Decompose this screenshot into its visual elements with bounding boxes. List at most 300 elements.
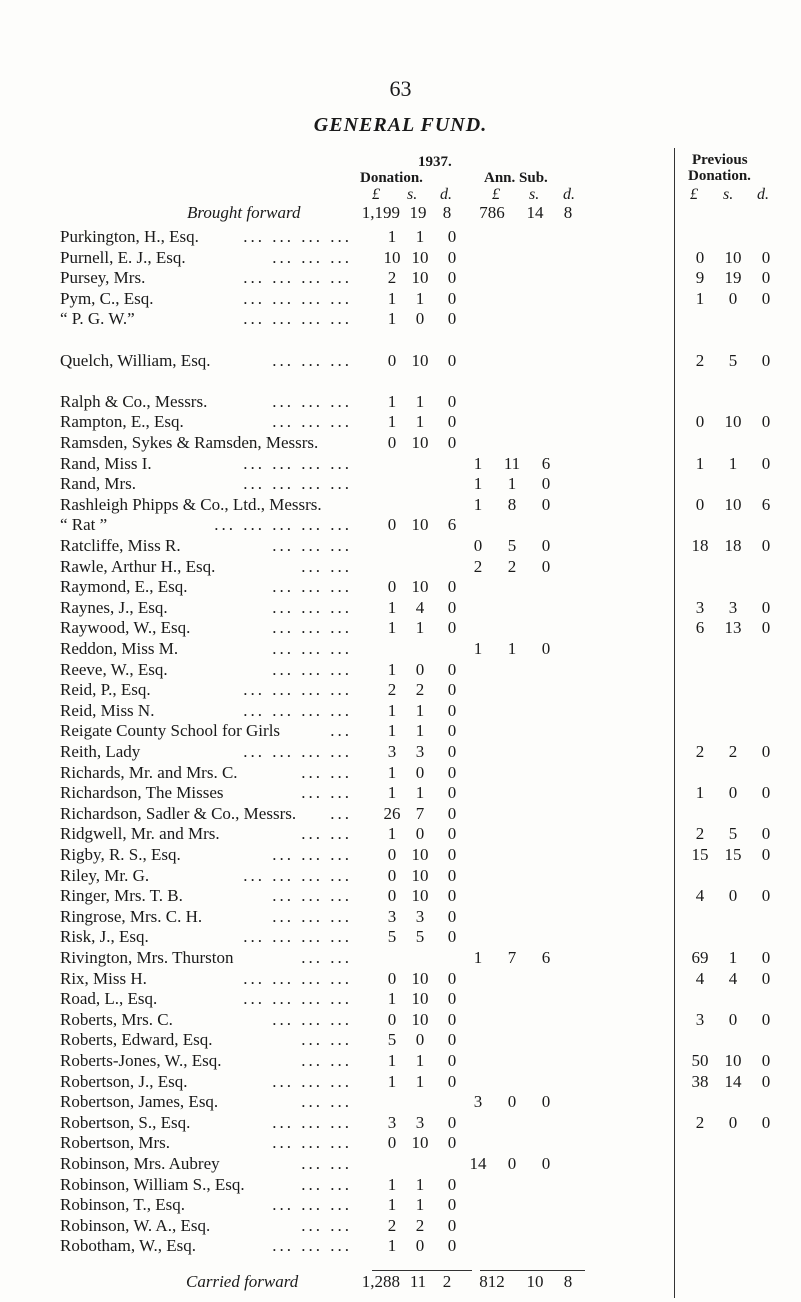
don-pence: 0	[447, 1051, 457, 1070]
prev-pence: 0	[761, 597, 771, 617]
don-pounds: 1	[387, 762, 397, 782]
brought-forward-donation-pounds: 1,199	[361, 203, 400, 222]
don-shillings: 10	[411, 1133, 429, 1153]
don-shillings: 10	[411, 1009, 429, 1029]
prev-pence: 0	[761, 536, 771, 555]
don-pence: 0	[447, 1236, 457, 1256]
don-pence: 0	[447, 412, 457, 432]
prev-pounds: 2	[695, 824, 705, 844]
donor-name: Roberts-Jones, W., Esq.	[60, 1051, 222, 1070]
table-row	[0, 309, 801, 331]
ann-shillings: 7	[507, 948, 517, 967]
don-pounds: 1	[387, 391, 397, 411]
donor-name: Ratcliffe, Miss R.	[60, 536, 181, 555]
table-row	[0, 866, 801, 888]
prev-pounds: 0	[695, 494, 705, 514]
table-row	[0, 721, 801, 743]
brought-forward-label: Brought forward	[187, 203, 301, 222]
table-row	[0, 1092, 801, 1114]
donor-name: Robertson, J., Esq.	[60, 1071, 188, 1091]
donor-name: Robinson, William S., Esq.	[60, 1174, 245, 1194]
don-shillings: 1	[415, 1195, 425, 1215]
don-shillings: 1	[415, 700, 425, 720]
column-header-donation: Donation.	[360, 170, 423, 186]
ann-pounds: 2	[473, 556, 483, 576]
don-pounds: 1	[387, 783, 397, 803]
don-pence: 0	[447, 845, 457, 864]
don-shillings: 1	[415, 1071, 425, 1091]
table-row	[0, 1113, 801, 1135]
don-shillings: 0	[415, 1236, 425, 1256]
don-shillings: 1	[415, 618, 425, 638]
leader-dots: ... ... ...	[272, 350, 352, 370]
don-shillings: 10	[411, 886, 429, 906]
leader-dots: ... ... ...	[272, 391, 352, 411]
don-shillings: 10	[411, 433, 429, 452]
prev-shillings: 14	[724, 1071, 742, 1091]
prev-pence: 0	[761, 618, 771, 638]
don-shillings: 2	[415, 680, 425, 700]
don-pence: 0	[447, 247, 457, 267]
donor-name: Richards, Mr. and Mrs. C.	[60, 762, 238, 782]
carried-forward-ann-shillings: 10	[526, 1272, 544, 1291]
donor-name: Quelch, William, Esq.	[60, 350, 211, 370]
table-row	[0, 412, 801, 434]
don-pence: 0	[447, 886, 457, 906]
table-row	[0, 536, 801, 558]
carried-forward-donation-pence: 2	[442, 1272, 452, 1291]
table-row	[0, 989, 801, 1011]
donor-name: Roberts, Edward, Esq.	[60, 1030, 213, 1050]
leader-dots: ... ... ... ...	[243, 742, 352, 761]
don-pence: 0	[447, 824, 457, 844]
prev-shillings: 3	[728, 597, 738, 617]
don-shillings: 3	[415, 906, 425, 926]
leader-dots: ...	[330, 721, 352, 741]
prev-pounds: 2	[695, 350, 705, 370]
table-row	[0, 474, 801, 496]
leader-dots: ... ... ... ... ...	[214, 515, 352, 535]
don-shillings: 0	[415, 762, 425, 782]
prev-shillings: 0	[728, 783, 738, 803]
table-row	[0, 577, 801, 599]
donor-name: Road, L., Esq.	[60, 989, 158, 1009]
don-pounds: 0	[387, 1133, 397, 1153]
leader-dots: ... ... ... ...	[243, 865, 352, 885]
donor-name: Reddon, Miss M.	[60, 639, 179, 658]
prev-shillings: 0	[728, 1112, 738, 1132]
donor-name: Rigby, R. S., Esq.	[60, 845, 181, 864]
donor-name: Risk, J., Esq.	[60, 927, 149, 947]
prev-pounds: 2	[695, 742, 705, 761]
don-pounds: 0	[387, 845, 397, 864]
ann-pence: 0	[541, 474, 551, 494]
prev-shillings: 5	[728, 350, 738, 370]
don-shillings: 1	[415, 391, 425, 411]
don-pence: 0	[447, 721, 457, 741]
donor-name: Reid, P., Esq.	[60, 680, 151, 700]
donor-name: Purnell, E. J., Esq.	[60, 247, 186, 267]
column-header-previous: Previous	[692, 152, 748, 168]
pounds-unit: £	[492, 186, 500, 203]
prev-pounds: 1	[695, 783, 705, 803]
don-shillings: 10	[411, 577, 429, 597]
pounds-unit: £	[690, 186, 698, 203]
don-pounds: 2	[387, 1215, 397, 1235]
don-shillings: 10	[411, 247, 429, 267]
prev-pence: 0	[761, 742, 771, 761]
prev-pounds: 9	[695, 268, 705, 288]
don-pounds: 26	[383, 803, 401, 823]
prev-pounds: 2	[695, 1112, 705, 1132]
don-pence: 0	[447, 577, 457, 597]
don-pounds: 3	[387, 906, 397, 926]
donor-name: “ Rat ”	[60, 515, 108, 535]
don-shillings: 0	[415, 659, 425, 679]
don-pence: 0	[447, 927, 457, 947]
leader-dots: ... ...	[301, 824, 352, 844]
don-shillings: 0	[415, 1030, 425, 1050]
don-pence: 0	[447, 1009, 457, 1029]
don-pence: 0	[447, 309, 457, 329]
table-row	[0, 618, 801, 640]
don-pence: 0	[447, 1215, 457, 1235]
donor-name: Robinson, W. A., Esq.	[60, 1215, 211, 1235]
leader-dots: ... ... ...	[272, 597, 352, 617]
don-pence: 0	[447, 700, 457, 720]
ann-shillings: 1	[507, 474, 517, 494]
don-pounds: 1	[387, 721, 397, 741]
table-row	[0, 557, 801, 579]
table-row	[0, 701, 801, 723]
don-shillings: 10	[411, 350, 429, 370]
leader-dots: ... ... ... ...	[243, 989, 352, 1009]
prev-shillings: 19	[724, 268, 742, 288]
don-pounds: 1	[387, 824, 397, 844]
prev-pounds: 69	[691, 948, 709, 967]
donor-name: Robertson, Mrs.	[60, 1133, 171, 1153]
don-shillings: 10	[411, 989, 429, 1009]
don-pence: 0	[447, 680, 457, 700]
donor-name: Robertson, S., Esq.	[60, 1112, 191, 1132]
leader-dots: ... ...	[301, 556, 352, 576]
leader-dots: ... ... ... ...	[243, 453, 352, 473]
prev-pounds: 1	[695, 288, 705, 308]
prev-pounds: 4	[695, 968, 705, 988]
don-pounds: 0	[387, 433, 397, 452]
table-row	[0, 886, 801, 908]
carried-forward-ann-pence: 8	[563, 1272, 573, 1291]
table-row	[0, 248, 801, 270]
prev-pence: 0	[761, 268, 771, 288]
donor-name: Raynes, J., Esq.	[60, 597, 168, 617]
ann-pounds: 3	[473, 1092, 483, 1112]
pence-unit: d.	[757, 186, 769, 203]
ann-pounds: 1	[473, 639, 483, 658]
prev-pounds: 1	[695, 453, 705, 473]
table-row	[0, 1051, 801, 1073]
don-pence: 6	[447, 515, 457, 535]
donor-name: Ringer, Mrs. T. B.	[60, 886, 183, 906]
don-shillings: 4	[415, 597, 425, 617]
table-row	[0, 660, 801, 682]
leader-dots: ... ... ...	[272, 1236, 352, 1256]
leader-dots: ... ... ... ...	[243, 927, 352, 947]
leader-dots: ... ...	[301, 948, 352, 967]
table-row	[0, 680, 801, 702]
don-pence: 0	[447, 1174, 457, 1194]
don-pence: 0	[447, 288, 457, 308]
ann-shillings: 1	[507, 639, 517, 658]
don-pounds: 1	[387, 227, 397, 246]
leader-dots: ... ... ... ...	[243, 968, 352, 988]
prev-pounds: 3	[695, 1009, 705, 1029]
table-row	[0, 742, 801, 764]
leader-dots: ... ... ...	[272, 906, 352, 926]
prev-pounds: 4	[695, 886, 705, 906]
don-shillings: 1	[415, 721, 425, 741]
table-row	[0, 763, 801, 785]
don-pounds: 1	[387, 1051, 397, 1070]
don-shillings: 1	[415, 412, 425, 432]
don-pence: 0	[447, 1112, 457, 1132]
table-row	[0, 948, 801, 970]
prev-pence: 0	[761, 824, 771, 844]
donor-name: Reigate County School for Girls	[60, 721, 281, 741]
leader-dots: ... ...	[301, 762, 352, 782]
table-row	[0, 1072, 801, 1094]
prev-pence: 0	[761, 247, 771, 267]
don-pence: 0	[447, 906, 457, 926]
prev-pounds: 6	[695, 618, 705, 638]
don-pounds: 1	[387, 989, 397, 1009]
table-row	[0, 1154, 801, 1176]
don-pounds: 0	[387, 1009, 397, 1029]
brought-forward-row	[0, 203, 801, 225]
don-pounds: 0	[387, 968, 397, 988]
prev-shillings: 1	[728, 948, 738, 967]
leader-dots: ... ...	[301, 1215, 352, 1235]
don-shillings: 1	[415, 227, 425, 246]
table-row	[0, 845, 801, 867]
donor-name: Rivington, Mrs. Thurston	[60, 948, 234, 967]
ann-pounds: 1	[473, 453, 483, 473]
prev-pence: 0	[761, 412, 771, 432]
leader-dots: ... ... ... ...	[243, 288, 352, 308]
don-pounds: 0	[387, 865, 397, 885]
pence-unit: d.	[563, 186, 575, 203]
column-header-ann-sub: Ann. Sub.	[484, 170, 548, 186]
don-pence: 0	[447, 350, 457, 370]
table-row	[0, 1030, 801, 1052]
don-shillings: 1	[415, 288, 425, 308]
donor-name: “ P. G. W.”	[60, 309, 135, 329]
ann-pence: 0	[541, 1154, 551, 1173]
ann-pence: 0	[541, 536, 551, 555]
don-pence: 0	[447, 803, 457, 823]
don-pounds: 1	[387, 1174, 397, 1194]
don-pence: 0	[447, 762, 457, 782]
don-shillings: 10	[411, 845, 429, 864]
don-shillings: 1	[415, 783, 425, 803]
shillings-unit: s.	[529, 186, 540, 203]
table-row	[0, 351, 801, 373]
ann-pounds: 1	[473, 474, 483, 494]
don-shillings: 1	[415, 1051, 425, 1070]
donor-name: Pursey, Mrs.	[60, 268, 146, 288]
carried-forward-row	[0, 1272, 801, 1294]
prev-pounds: 18	[691, 536, 709, 555]
ann-pounds: 0	[473, 536, 483, 555]
table-row	[0, 495, 801, 517]
don-pence: 0	[447, 1030, 457, 1050]
prev-pence: 0	[761, 783, 771, 803]
leader-dots: ... ... ...	[272, 412, 352, 432]
leader-dots: ... ... ... ...	[243, 680, 352, 700]
don-pounds: 5	[387, 927, 397, 947]
don-pounds: 2	[387, 268, 397, 288]
don-pounds: 1	[387, 1236, 397, 1256]
don-pence: 0	[447, 1195, 457, 1215]
prev-pence: 0	[761, 886, 771, 906]
prev-shillings: 2	[728, 742, 738, 761]
prev-shillings: 18	[724, 536, 742, 555]
don-shillings: 0	[415, 824, 425, 844]
prev-pence: 0	[761, 948, 771, 967]
table-row	[0, 392, 801, 414]
shillings-unit: s.	[407, 186, 418, 203]
ann-pence: 0	[541, 494, 551, 514]
table-row	[0, 1133, 801, 1155]
donor-name: Pym, C., Esq.	[60, 288, 154, 308]
donor-name: Rand, Mrs.	[60, 474, 137, 494]
donor-name: Richardson, Sadler & Co., Messrs.	[60, 803, 297, 823]
table-row	[0, 969, 801, 991]
don-pounds: 0	[387, 515, 397, 535]
table-row	[0, 371, 801, 393]
ann-pence: 6	[541, 453, 551, 473]
leader-dots: ... ...	[301, 1092, 352, 1112]
prev-pence: 0	[761, 350, 771, 370]
don-shillings: 10	[411, 515, 429, 535]
donor-name: Ringrose, Mrs. C. H.	[60, 906, 203, 926]
page-number: 63	[389, 76, 412, 101]
brought-forward-ann-shillings: 14	[526, 203, 544, 222]
donor-name: Rawle, Arthur H., Esq.	[60, 556, 216, 576]
don-pence: 0	[447, 659, 457, 679]
prev-pounds: 3	[695, 597, 705, 617]
carried-forward-ann-pounds: 812	[479, 1272, 505, 1291]
don-pounds: 1	[387, 618, 397, 638]
don-shillings: 3	[415, 742, 425, 761]
table-row	[0, 907, 801, 929]
prev-shillings: 10	[724, 494, 742, 514]
donor-name: Rampton, E., Esq.	[60, 412, 184, 432]
prev-shillings: 10	[724, 247, 742, 267]
page-title: GENERAL FUND.	[313, 114, 488, 136]
table-row	[0, 804, 801, 826]
ann-pence: 0	[541, 639, 551, 658]
vertical-divider	[674, 148, 675, 1298]
ann-shillings: 0	[507, 1154, 517, 1173]
leader-dots: ...	[330, 803, 352, 823]
don-pence: 0	[447, 1071, 457, 1091]
leader-dots: ... ... ... ...	[243, 309, 352, 329]
leader-dots: ... ... ...	[272, 659, 352, 679]
prev-pence: 0	[761, 1112, 771, 1132]
table-row	[0, 598, 801, 620]
table-row	[0, 639, 801, 661]
pounds-unit: £	[372, 186, 380, 203]
donor-name: Richardson, The Misses	[60, 783, 224, 803]
prev-pounds: 38	[691, 1071, 709, 1091]
donor-name: Robertson, James, Esq.	[60, 1092, 219, 1112]
table-row	[0, 227, 801, 249]
prev-shillings: 5	[728, 824, 738, 844]
prev-pence: 0	[761, 845, 771, 864]
leader-dots: ... ... ...	[272, 577, 352, 597]
don-shillings: 1	[415, 1174, 425, 1194]
don-pounds: 1	[387, 309, 397, 329]
column-header-year: 1937.	[418, 154, 452, 170]
don-pence: 0	[447, 268, 457, 288]
carried-forward-donation-pounds: 1,288	[361, 1272, 400, 1291]
don-shillings: 7	[415, 803, 425, 823]
don-pounds: 1	[387, 659, 397, 679]
prev-shillings: 13	[724, 618, 742, 638]
prev-shillings: 1	[728, 453, 738, 473]
don-pounds: 0	[387, 577, 397, 597]
ann-pence: 6	[541, 948, 551, 967]
leader-dots: ... ... ... ...	[243, 227, 352, 246]
leader-dots: ... ...	[301, 1030, 352, 1050]
donation-total-rule	[372, 1270, 472, 1271]
table-row	[0, 289, 801, 311]
prev-shillings: 15	[724, 845, 742, 864]
don-pence: 0	[447, 1133, 457, 1153]
don-pounds: 0	[387, 886, 397, 906]
donor-name: Riley, Mr. G.	[60, 865, 150, 885]
don-pence: 0	[447, 865, 457, 885]
prev-pence: 0	[761, 453, 771, 473]
donor-name: Raymond, E., Esq.	[60, 577, 188, 597]
prev-shillings: 0	[728, 886, 738, 906]
prev-pence: 0	[761, 968, 771, 988]
leader-dots: ... ... ...	[272, 1009, 352, 1029]
don-pence: 0	[447, 391, 457, 411]
leader-dots: ... ... ...	[272, 1195, 352, 1215]
leader-dots: ... ... ...	[272, 886, 352, 906]
leader-dots: ... ... ... ...	[243, 700, 352, 720]
don-pence: 0	[447, 433, 457, 452]
ann-pence: 0	[541, 1092, 551, 1112]
prev-shillings: 10	[724, 1051, 742, 1070]
prev-pence: 0	[761, 288, 771, 308]
prev-pounds: 0	[695, 247, 705, 267]
don-pounds: 1	[387, 597, 397, 617]
leader-dots: ... ... ...	[272, 247, 352, 267]
leader-dots: ... ... ... ...	[243, 268, 352, 288]
table-row	[0, 433, 801, 455]
prev-shillings: 0	[728, 288, 738, 308]
donor-name: Reeve, W., Esq.	[60, 659, 168, 679]
ann-sub-total-rule	[480, 1270, 585, 1271]
leader-dots: ... ...	[301, 1174, 352, 1194]
prev-pence: 0	[761, 1009, 771, 1029]
table-row	[0, 783, 801, 805]
donor-name: Ralph & Co., Messrs.	[60, 391, 208, 411]
prev-shillings: 4	[728, 968, 738, 988]
